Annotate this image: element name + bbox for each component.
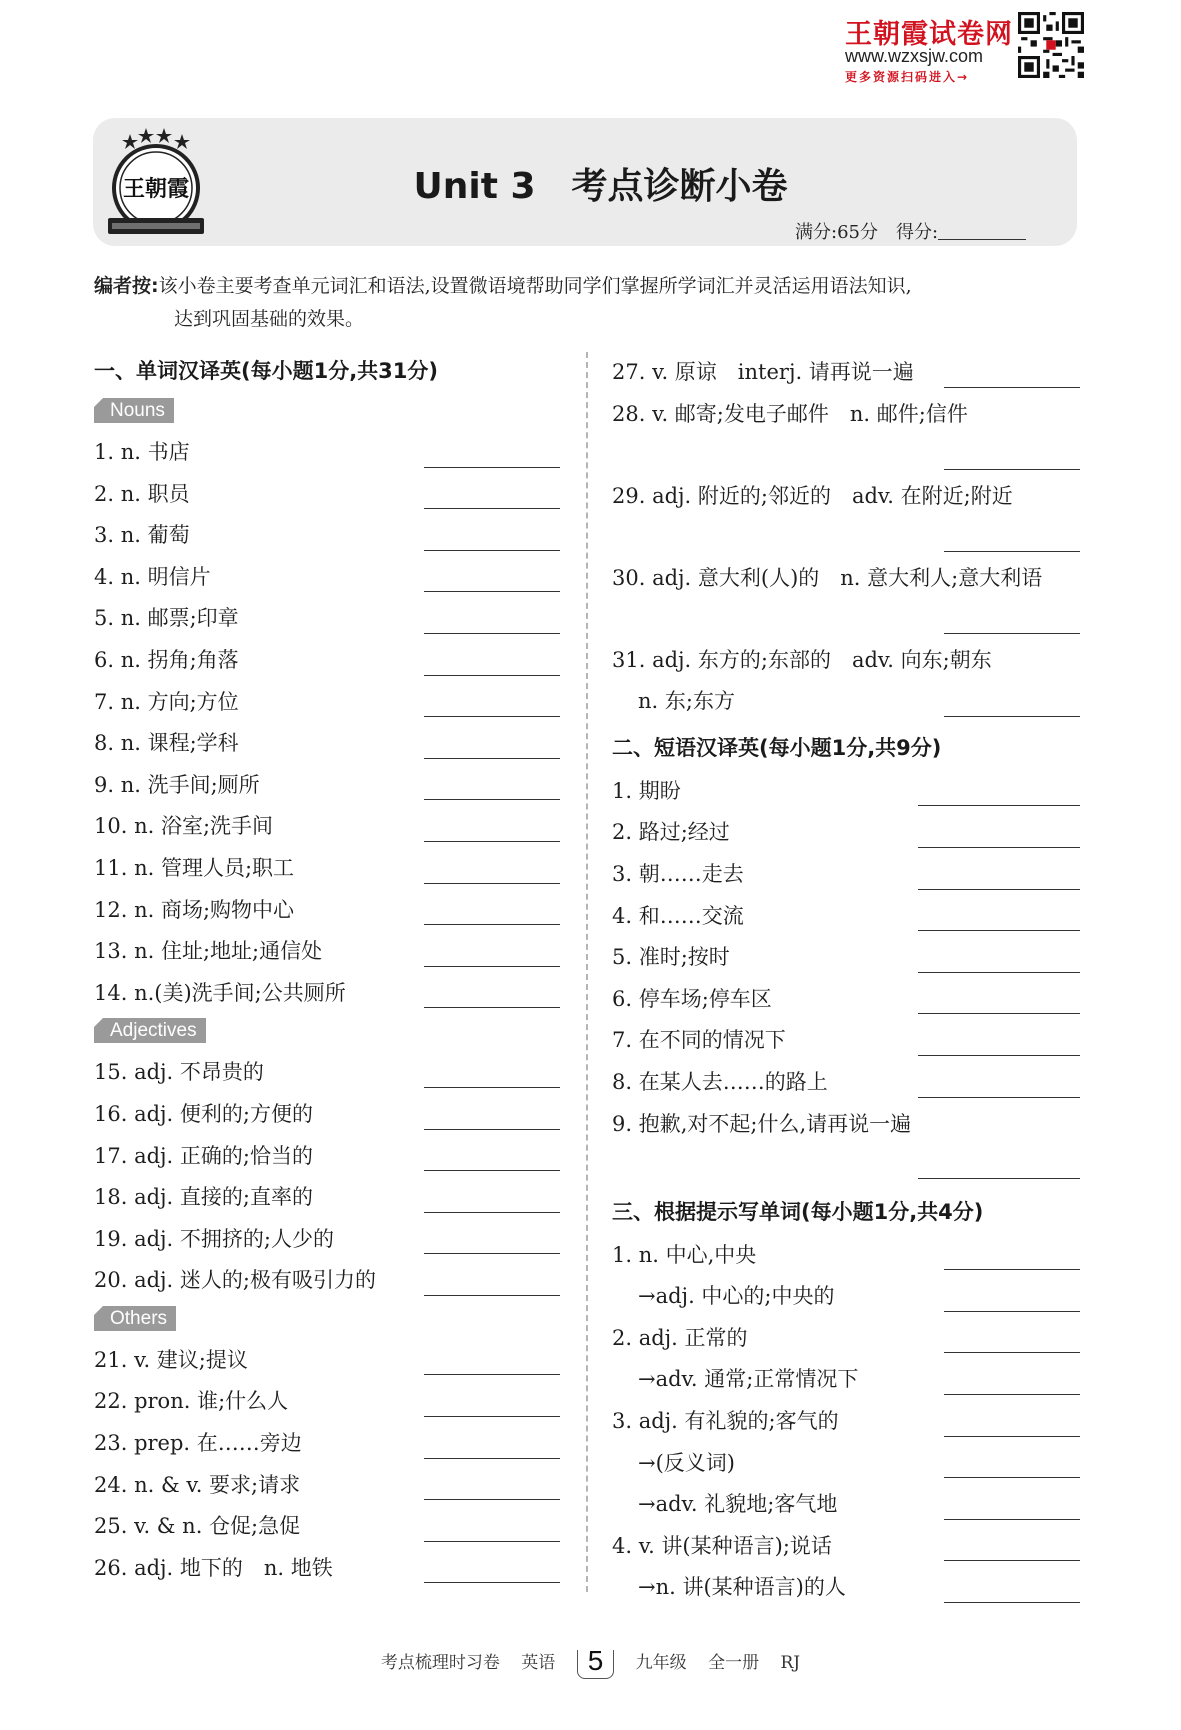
footer-series: 考点梳理时习卷 [380,1653,500,1673]
answer-blank[interactable] [918,1097,1080,1098]
question-item [612,1104,1080,1185]
answer-blank[interactable] [944,1477,1080,1478]
question-item [612,1401,1080,1443]
question-text: 14. n.(美)洗手间;公共厕所 [94,980,346,1005]
column-divider [586,352,588,1592]
question-item [94,1136,560,1178]
section2-title: 二、短语汉译英(每小题1分,共9分) [612,735,942,760]
question-text: 9. n. 洗手间;厕所 [94,772,260,797]
question-item [612,476,1080,558]
answer-blank[interactable] [424,883,560,884]
question-text: 12. n. 商场;购物中心 [94,897,295,922]
answer-blank[interactable] [944,1269,1080,1270]
answer-blank[interactable] [918,1055,1080,1056]
question-item [94,682,560,724]
question-text: 3. adj. 有礼貌的;客气的 [612,1408,839,1433]
question-text: n. 东;东方 [638,689,735,714]
score-line [795,218,1026,244]
answer-blank[interactable] [944,551,1080,552]
question-text: →adj. 中心的;中央的 [638,1284,835,1309]
question-item [94,1177,560,1219]
question-text: 24. n. & v. 要求;请求 [94,1472,301,1497]
question-item [94,1381,560,1423]
question-item [612,558,1080,640]
question-text: 17. adj. 正确的;恰当的 [94,1143,313,1168]
answer-blank[interactable] [944,1436,1080,1437]
score-blank[interactable] [938,221,1026,240]
footer-subject: 英语 [521,1653,556,1673]
tag-nouns: Nouns [94,398,174,423]
question-text: 28. v. 邮寄;发电子邮件 n. 邮件;信件 [612,401,968,426]
editor-note-label: 编者按: [94,275,159,297]
question-text: 1. n. 中心,中央 [612,1242,757,1267]
question-item [612,1235,1080,1277]
question-item [94,1423,560,1465]
question-text: 3. n. 葡萄 [94,523,190,548]
answer-blank[interactable] [944,469,1080,470]
answer-blank[interactable] [424,1253,560,1254]
answer-blank[interactable] [944,1352,1080,1353]
right-column [612,352,1080,1609]
answer-blank[interactable] [424,716,560,717]
answer-blank[interactable] [918,1013,1080,1014]
question-item [94,1260,560,1302]
question-text: 8. 在某人去……的路上 [612,1069,828,1094]
question-item [612,1276,1080,1318]
question-text: 26. adj. 地下的 n. 地铁 [94,1555,333,1580]
answer-blank[interactable] [424,550,560,551]
question-item [612,1443,1080,1485]
answer-blank[interactable] [944,633,1080,634]
question-text: 23. prep. 在……旁边 [94,1431,302,1456]
question-text: 11. n. 管理人员;职工 [94,855,295,880]
question-item [94,515,560,557]
section3-title: 三、根据提示写单词(每小题1分,共4分) [612,1199,984,1224]
score-label: 满分:65分 得分: [795,222,939,243]
question-item [94,765,560,807]
question-text: →(反义词) [638,1450,735,1475]
answer-blank[interactable] [424,924,560,925]
question-item [612,979,1080,1021]
logo-text: 王朝霞 [122,176,190,202]
question-text: 16. adj. 便利的;方便的 [94,1101,313,1126]
question-item [612,937,1080,979]
question-item [94,806,560,848]
answer-blank[interactable] [424,1295,560,1296]
question-text: 7. 在不同的情况下 [612,1028,786,1053]
brand-url[interactable]: www.wzxsjw.com [845,46,984,66]
editor-note-line1: 该小卷主要考查单元词汇和语法,设置微语境帮助同学们掌握所学词汇并灵活运用语法知识, [158,275,912,297]
question-item [94,474,560,516]
answer-blank[interactable] [944,1560,1080,1561]
answer-blank[interactable] [424,675,560,676]
question-text: 1. 期盼 [612,778,681,803]
question-text: 19. adj. 不拥挤的;人少的 [94,1226,334,1251]
question-item [612,1359,1080,1401]
question-text: 3. 朝……走去 [612,861,744,886]
answer-blank[interactable] [918,972,1080,973]
question-item [612,812,1080,854]
editor-note-line2: 达到巩固基础的效果。 [174,308,365,330]
question-text: 4. 和……交流 [612,903,744,928]
answer-blank[interactable] [944,1602,1080,1603]
answer-blank[interactable] [424,1582,560,1583]
question-text: →adv. 通常;正常情况下 [638,1367,859,1392]
question-text: 4. v. 讲(某种语言);说话 [612,1533,832,1558]
answer-blank[interactable] [424,508,560,509]
question-item [94,598,560,640]
answer-blank[interactable] [424,1416,560,1417]
question-item [94,973,560,1015]
question-item [94,723,560,765]
answer-blank[interactable] [424,1212,560,1213]
answer-blank[interactable] [944,387,1080,388]
question-item [612,640,1080,682]
question-item [612,1526,1080,1568]
answer-blank[interactable] [944,1394,1080,1395]
question-item [94,848,560,890]
answer-blank[interactable] [944,1311,1080,1312]
brand-tip: 更多资源扫码进入→ [845,70,970,84]
answer-blank[interactable] [424,1170,560,1171]
tag-others: Others [94,1306,176,1331]
footer-edition: RJ [780,1653,801,1673]
question-item [612,1062,1080,1104]
question-item [612,1318,1080,1360]
question-item [94,1340,560,1382]
question-text: 21. v. 建议;提议 [94,1347,248,1372]
question-text: 2. 路过;经过 [612,820,730,845]
question-item [612,394,1080,476]
answer-blank[interactable] [424,1499,560,1500]
tag-adjectives: Adjectives [94,1018,206,1043]
question-text: 5. 准时;按时 [612,945,730,970]
question-text: 5. n. 邮票;印章 [94,606,239,631]
answer-blank[interactable] [424,1374,560,1375]
question-item [94,557,560,599]
question-item [612,896,1080,938]
question-item [612,352,1080,394]
question-text: 22. pron. 谁;什么人 [94,1389,289,1414]
editor-note [94,270,1084,336]
question-item [612,854,1080,896]
question-text: 25. v. & n. 仓促;急促 [94,1514,301,1539]
question-text: →adv. 礼貌地;客气地 [638,1492,838,1517]
answer-blank[interactable] [918,889,1080,890]
answer-blank[interactable] [424,1007,560,1008]
answer-blank[interactable] [918,805,1080,806]
question-text: 20. adj. 迷人的;极有吸引力的 [94,1268,376,1293]
question-text: 15. adj. 不昂贵的 [94,1060,264,1085]
question-text: 9. 抱歉,对不起;什么,请再说一遍 [612,1111,912,1136]
answer-blank[interactable] [424,966,560,967]
section1-title: 一、单词汉译英(每小题1分,共31分) [94,359,439,383]
question-item [612,771,1080,813]
question-item-continued [612,681,1080,723]
answer-blank[interactable] [424,591,560,592]
page-title: Unit 3 考点诊断小卷 [413,166,788,207]
brand-name: 王朝霞试卷网 [845,19,1013,50]
question-text: 4. n. 明信片 [94,564,211,589]
page-footer [0,1645,1181,1679]
question-text: 31. adj. 东方的;东部的 adv. 向东;朝东 [612,647,992,672]
answer-blank[interactable] [918,930,1080,931]
question-text: 13. n. 住址;地址;通信处 [94,939,323,964]
answer-blank[interactable] [918,1178,1080,1179]
question-item [94,1052,560,1094]
question-text: 2. adj. 正常的 [612,1325,748,1350]
question-text: 27. v. 原谅 interj. 请再说一遍 [612,360,914,384]
question-item [94,1548,560,1590]
answer-blank[interactable] [424,841,560,842]
question-text: 8. n. 课程;学科 [94,731,239,756]
answer-blank[interactable] [944,716,1080,717]
question-item [94,1506,560,1548]
answer-blank[interactable] [918,847,1080,848]
answer-blank[interactable] [424,1129,560,1130]
question-item [94,432,560,474]
answer-blank[interactable] [424,1087,560,1088]
question-text: 1. n. 书店 [94,440,190,464]
question-text: 18. adj. 直接的;直率的 [94,1185,313,1210]
left-column [94,352,560,1589]
answer-blank[interactable] [424,633,560,634]
question-item [94,931,560,973]
question-item [94,1219,560,1261]
qr-code-icon[interactable] [1018,12,1084,78]
question-text: 10. n. 浴室;洗手间 [94,814,274,839]
footer-grade: 九年级 [635,1653,687,1673]
question-text: →n. 讲(某种语言)的人 [638,1575,846,1600]
question-text: 6. 停车场;停车区 [612,986,772,1011]
question-item [94,1465,560,1507]
question-item [612,1020,1080,1062]
question-text: 2. n. 职员 [94,481,190,506]
question-item [94,890,560,932]
answer-blank[interactable] [424,799,560,800]
question-text: 30. adj. 意大利(人)的 n. 意大利人;意大利语 [612,565,1043,590]
footer-volume: 全一册 [708,1653,760,1673]
answer-blank[interactable] [424,467,560,468]
question-text: 7. n. 方向;方位 [94,689,239,714]
question-item [94,1094,560,1136]
answer-blank[interactable] [424,1541,560,1542]
answer-blank[interactable] [424,1458,560,1459]
question-text: 6. n. 拐角;角落 [94,647,239,672]
answer-blank[interactable] [424,758,560,759]
question-item [612,1567,1080,1609]
answer-blank[interactable] [944,1519,1080,1520]
question-item [94,640,560,682]
page-number: 5 [577,1650,615,1679]
question-text: 29. adj. 附近的;邻近的 adv. 在附近;附近 [612,483,1013,508]
question-item [612,1484,1080,1526]
